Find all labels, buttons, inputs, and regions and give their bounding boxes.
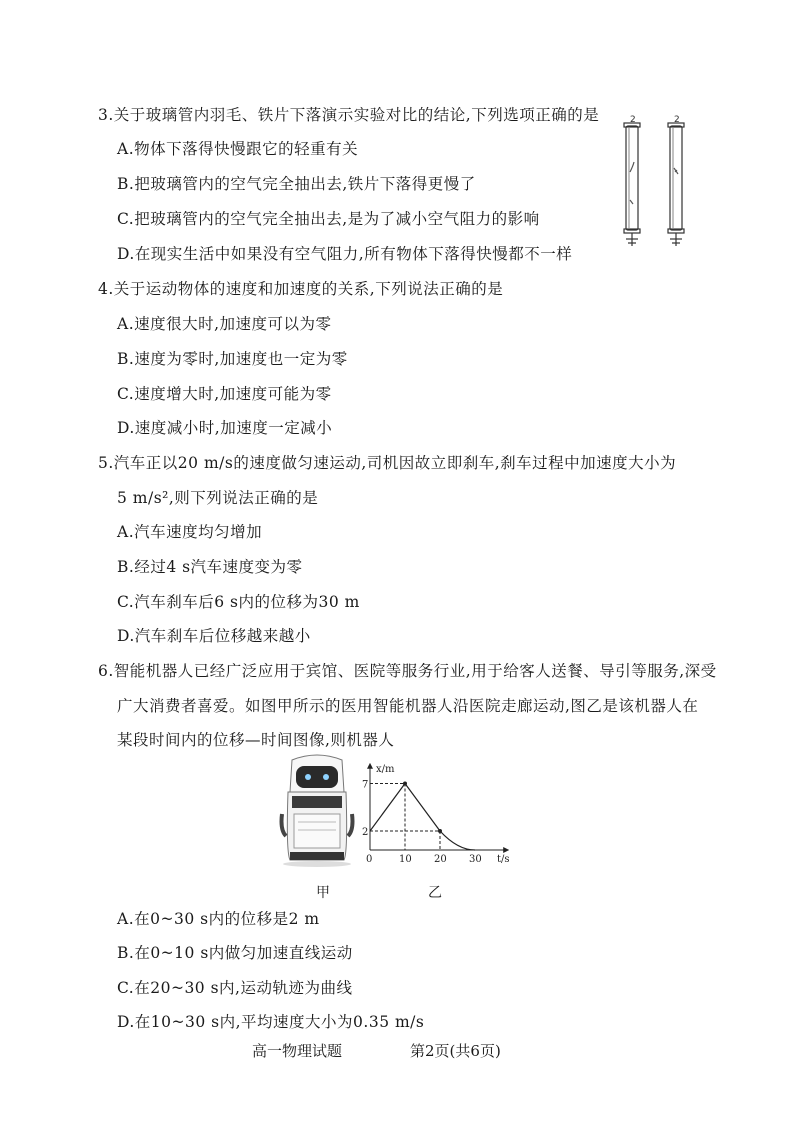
question-5-stem-line-2: 5 m/s²,则下列说法正确的是: [117, 489, 319, 507]
tube-right-top-label: 2: [674, 115, 680, 125]
footer-page-number: 第2页(共6页): [410, 1042, 501, 1060]
y-tick-label-0: 2: [362, 827, 369, 838]
graph-figure-label: 乙: [428, 885, 442, 901]
series-segment-2: [440, 831, 475, 850]
question-5-option-a: A.汽车速度均匀增加: [117, 523, 263, 541]
glass-tubes-figure: [615, 112, 695, 252]
tube-left-top-label: 2: [630, 115, 636, 125]
question-3-stem: 3.关于玻璃管内羽毛、铁片下落演示实验对比的结论,下列选项正确的是: [98, 106, 600, 124]
x-axis-label: t/s: [497, 854, 510, 865]
question-4-option-d: D.速度减小时,加速度一定减小: [117, 419, 333, 437]
series-point-2: [438, 829, 442, 833]
question-6-option-b: B.在0~10 s内做匀加速直线运动: [117, 944, 353, 962]
question-6-option-a: A.在0~30 s内的位移是2 m: [117, 910, 320, 928]
x-tick-label-0: 0: [366, 854, 373, 865]
question-3-option-d: D.在现实生活中如果没有空气阻力,所有物体下落得快慢都不一样: [117, 245, 573, 263]
question-5-stem-line-1: 5.汽车正以20 m/s的速度做匀速运动,司机因故立即刹车,刹车过程中加速度大小为: [98, 454, 677, 472]
x-tick-label-2: 20: [434, 854, 447, 865]
question-3-option-b: B.把玻璃管内的空气完全抽出去,铁片下落得更慢了: [117, 175, 476, 193]
question-4-option-b: B.速度为零时,加速度也一定为零: [117, 350, 348, 368]
question-5-option-c: C.汽车刹车后6 s内的位移为30 m: [117, 593, 360, 611]
question-4-option-a: A.速度很大时,加速度可以为零: [117, 315, 332, 333]
series-point-1: [403, 782, 407, 786]
question-6-stem-line-2: 广大消费者喜爱。如图甲所示的医用智能机器人沿医院走廊运动,图乙是该机器人在: [117, 697, 699, 715]
question-3-option-a: A.物体下落得快慢跟它的轻重有关: [117, 140, 359, 158]
question-3-option-c: C.把玻璃管内的空气完全抽出去,是为了减小空气阻力的影响: [117, 210, 540, 228]
y-tick-label-1: 7: [362, 779, 369, 791]
series-segment-1: [405, 784, 440, 832]
question-5-option-b: B.经过4 s汽车速度变为零: [117, 558, 303, 576]
robot-figure: [278, 752, 356, 868]
question-6-stem-line-3: 某段时间内的位移—时间图像,则机器人: [117, 731, 395, 749]
question-4-stem: 4.关于运动物体的速度和加速度的关系,下列说法正确的是: [98, 280, 504, 298]
y-axis-label: x/m: [376, 764, 395, 775]
x-tick-label-3: 30: [469, 854, 482, 865]
x-tick-label-1: 10: [399, 854, 412, 865]
question-6-option-d: D.在10~30 s内,平均速度大小为0.35 m/s: [117, 1013, 425, 1031]
series-segment-0: [370, 784, 405, 832]
question-6-stem-line-1: 6.智能机器人已经广泛应用于宾馆、医院等服务行业,用于给客人送餐、导引等服务,深受: [98, 662, 717, 680]
question-5-option-d: D.汽车刹车后位移越来越小: [117, 627, 311, 645]
xt-graph: [362, 760, 512, 868]
footer-subject: 高一物理试题: [252, 1042, 343, 1060]
glass-tube-right: [668, 115, 684, 246]
question-4-option-c: C.速度增大时,加速度可能为零: [117, 385, 332, 403]
robot-figure-label: 甲: [316, 885, 330, 901]
glass-tube-left: [624, 115, 640, 246]
question-6-option-c: C.在20~30 s内,运动轨迹为曲线: [117, 979, 353, 997]
